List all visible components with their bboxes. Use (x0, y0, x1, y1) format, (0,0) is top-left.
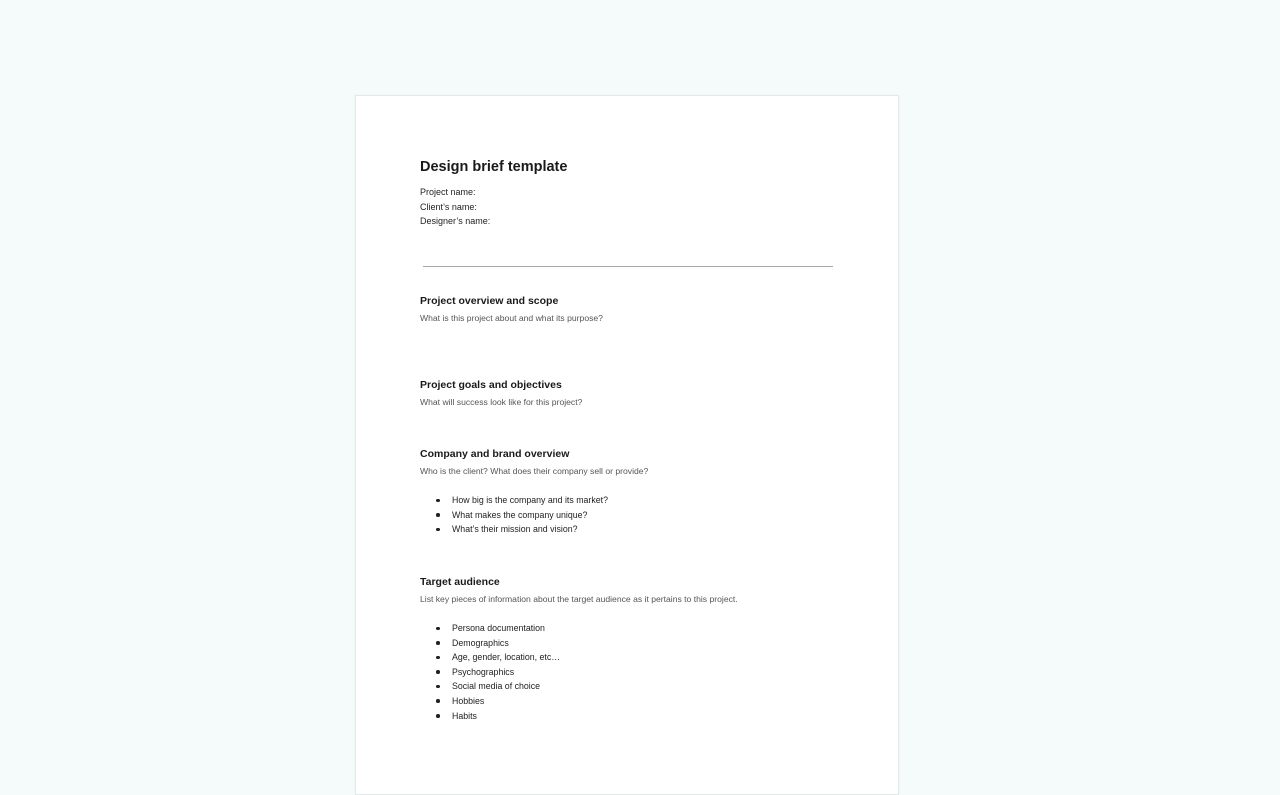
bullet-list (420, 621, 840, 723)
list-item[interactable] (420, 709, 840, 724)
list-item[interactable] (420, 694, 840, 709)
section-project-goals (420, 379, 840, 409)
section-heading[interactable]: Project goals and objectives (420, 379, 562, 391)
list-item-text: Persona documentation (452, 623, 545, 633)
document-page (355, 95, 899, 795)
bullet-icon (436, 641, 440, 645)
bullet-icon (436, 670, 440, 674)
list-item[interactable] (420, 650, 840, 665)
list-item-text: Demographics (452, 637, 509, 648)
designer-name-field[interactable]: Designer’s name: (420, 216, 491, 227)
bullet-icon (436, 513, 440, 517)
list-item[interactable] (420, 665, 840, 680)
client-name-field[interactable]: Client’s name: (420, 201, 477, 212)
bullet-icon (436, 685, 440, 689)
list-item[interactable] (420, 636, 840, 651)
section-prompt[interactable]: What is this project about and what its purpose? (420, 313, 603, 323)
bullet-icon (436, 699, 440, 703)
section-heading[interactable]: Project overview and scope (420, 295, 559, 307)
section-target-audience (420, 576, 840, 723)
bullet-list (420, 493, 840, 537)
bullet-icon (436, 656, 440, 660)
project-name-field[interactable]: Project name: (420, 187, 476, 197)
section-project-overview (420, 295, 840, 325)
document-header (420, 158, 840, 229)
section-prompt[interactable]: What will success look like for this project? (420, 397, 583, 407)
list-item-text: Age, gender, location, etc… (452, 652, 561, 663)
section-prompt[interactable]: List key pieces of information about the target audience as it pertains to this project. (420, 594, 738, 604)
list-item[interactable] (420, 679, 840, 694)
list-item-text: What’s their mission and vision? (452, 524, 578, 535)
list-item[interactable] (420, 493, 840, 508)
section-heading[interactable]: Company and brand overview (420, 448, 570, 460)
list-item-text: Psychographics (452, 666, 515, 677)
section-heading[interactable]: Target audience (420, 576, 500, 588)
bullet-icon (436, 627, 440, 631)
list-item[interactable] (420, 508, 840, 523)
bullet-icon (436, 499, 440, 503)
list-item-text: How big is the company and its market? (452, 495, 608, 505)
section-company-brand (420, 448, 840, 537)
horizontal-divider (423, 266, 833, 267)
bullet-icon (436, 714, 440, 718)
list-item[interactable] (420, 621, 840, 636)
list-item-text: What makes the company unique? (452, 509, 588, 520)
list-item-text: Social media of choice (452, 681, 541, 692)
list-item-text: Habits (452, 710, 477, 721)
list-item[interactable] (420, 522, 840, 537)
list-item-text: Hobbies (452, 695, 485, 706)
section-prompt[interactable]: Who is the client? What does their company sell or provide? (420, 466, 649, 476)
document-title[interactable]: Design brief template (420, 159, 568, 175)
bullet-icon (436, 528, 440, 532)
